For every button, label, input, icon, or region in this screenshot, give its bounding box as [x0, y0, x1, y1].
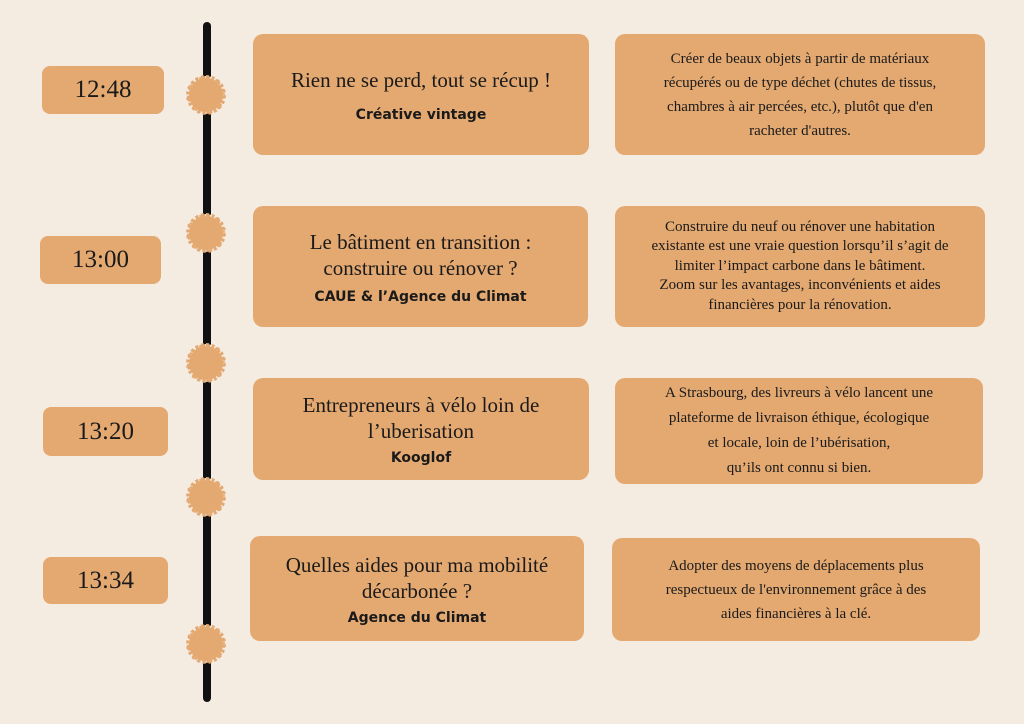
timeline-node — [187, 478, 225, 516]
session-presenter: Créative vintage — [355, 106, 487, 123]
session-title: Le bâtiment en transition : construire ou rénover ? — [309, 229, 532, 280]
session-time: 12:48 — [42, 66, 164, 114]
session-description: Adopter des moyens de déplacements plus respectueux de l'environnement grâce à des aides financières à la clé. — [665, 557, 927, 622]
session-title: Entrepreneurs à vélo loin de l’uberisation — [302, 393, 540, 443]
session-presenter: CAUE & l’Agence du Climat — [314, 288, 527, 305]
session-description-card — [612, 538, 980, 641]
session-description: Construire du neuf ou rénover une habitation existante est une vraie question lorsqu’il s’agit de limiter l’impact carbone dans le bâtiment. Zoom sur les avantages, inconvénients et aides financières pour la rénovation. — [651, 218, 949, 313]
session-title-card — [253, 34, 589, 155]
session-description-card — [615, 378, 983, 484]
session-description-card — [615, 34, 985, 155]
session-title-card — [250, 536, 584, 641]
session-time: 13:20 — [43, 407, 168, 456]
timeline-node — [187, 214, 225, 252]
session-title: Rien ne se perd, tout se récup ! — [290, 67, 552, 92]
timeline-node — [187, 344, 225, 382]
session-presenter: Kooglof — [390, 450, 452, 466]
timeline-node — [187, 625, 225, 663]
session-description: A Strasbourg, des livreurs à vélo lancent une plateforme de livraison éthique, écologique et locale, loin de l’ubérisation, qu’ils ont connu si bien. — [665, 385, 933, 476]
session-title-card — [253, 378, 589, 480]
session-time: 13:00 — [40, 236, 161, 284]
session-presenter: Agence du Climat — [347, 609, 487, 626]
session-description-card — [615, 206, 985, 327]
session-time: 13:34 — [43, 557, 168, 604]
session-title-card — [253, 206, 588, 327]
session-title: Quelles aides pour ma mobilité décarbonée ? — [285, 552, 549, 603]
timeline-node — [187, 76, 225, 114]
session-description: Créer de beaux objets à partir de matériaux récupérés ou de type déchet (chutes de tissus, chambres à air percées, etc.), plutôt que d'en racheter d'autres. — [663, 50, 937, 139]
